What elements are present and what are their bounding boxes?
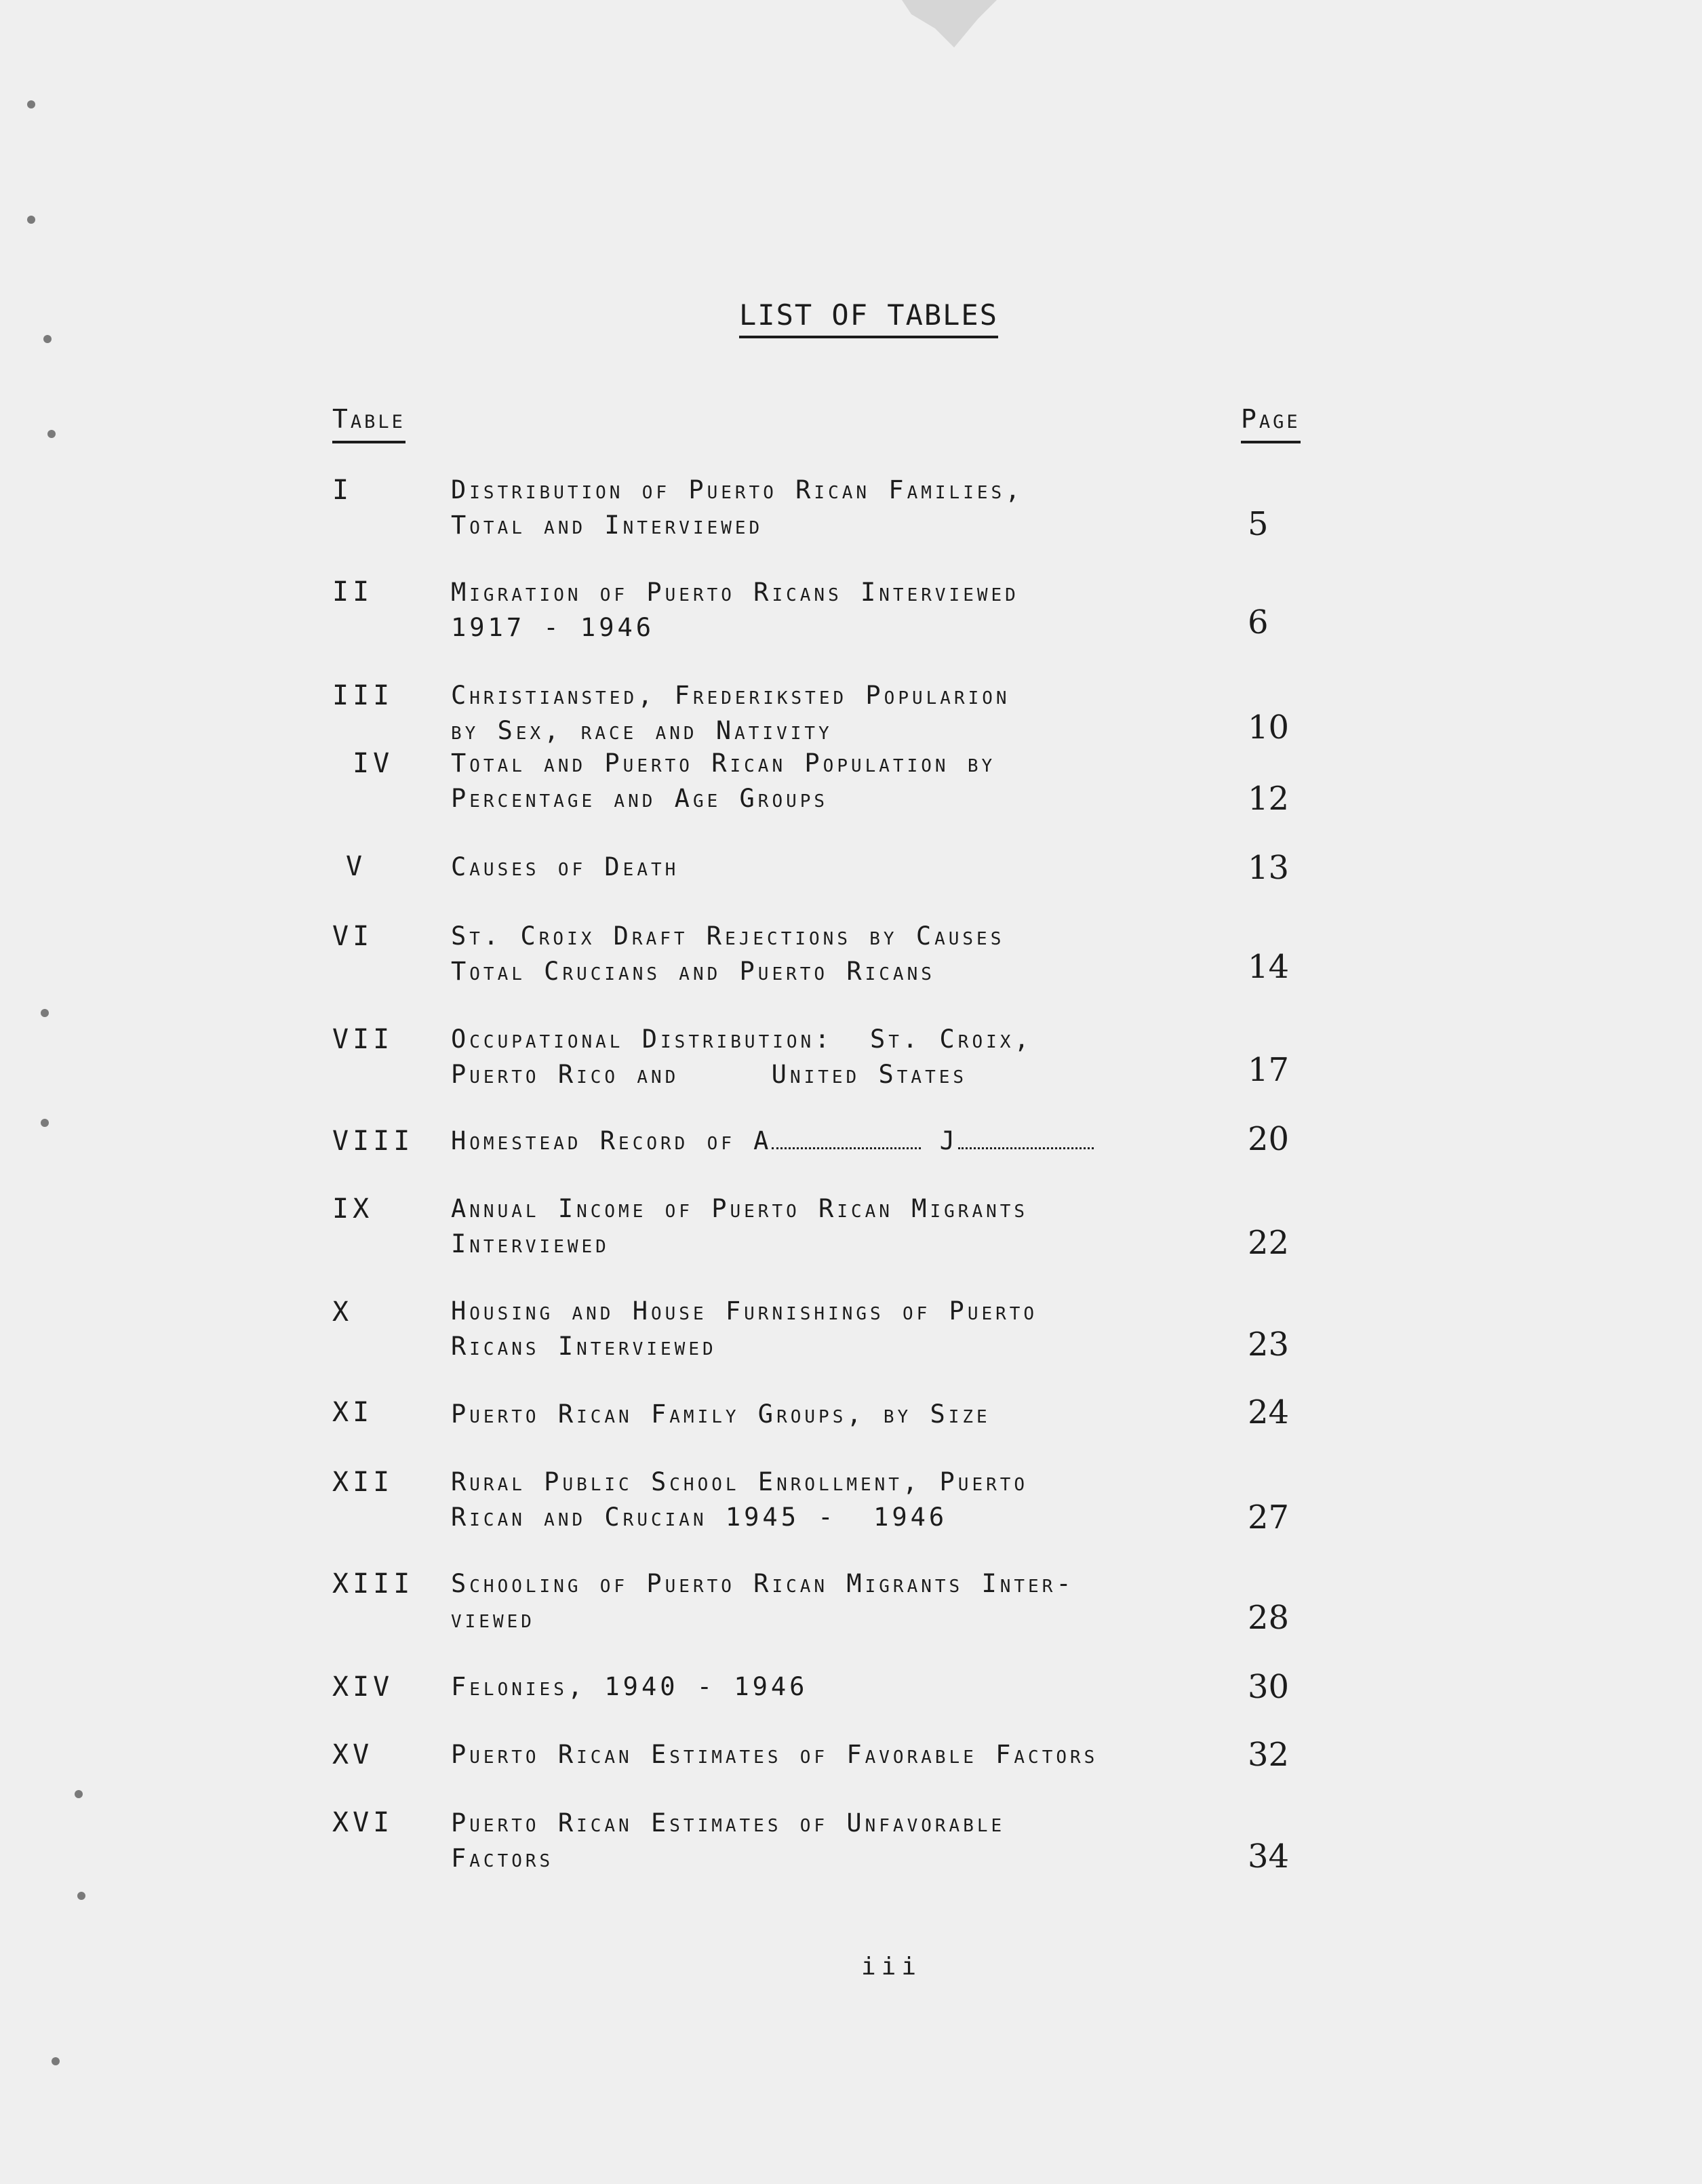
table-title: St. Croix Draft Rejections by Causes Total Crucians and Puerto Ricans [451,921,1005,986]
table-number: XIII [332,1568,414,1600]
page-number: 22 [1248,1224,1290,1262]
page-number: 17 [1248,1051,1290,1089]
table-title: Annual Income of Puerto Rican Migrants Interviewed [451,1194,1029,1258]
punch-hole [52,2057,60,2065]
table-number: X [332,1296,353,1328]
table-title: Migration of Puerto Ricans Interviewed 1917 - 1946 [451,578,1019,642]
table-title: Christiansted, Frederiksted Popularion by Sex, race and Nativity [451,681,1010,745]
page-number: 13 [1248,849,1290,887]
table-number: IV [353,748,394,779]
table-number: V [346,851,367,882]
page-title: LIST OF TABLES [739,298,998,338]
table-number: IX [332,1193,374,1225]
punch-hole [27,216,35,224]
page-number: 34 [1248,1838,1290,1875]
table-number: VII [332,1024,394,1055]
page-number: 28 [1248,1599,1290,1637]
page-number: 20 [1248,1120,1290,1158]
table-title: Distribution of Puerto Rican Families, Total and Interviewed [451,475,1024,540]
blank-line [958,1140,1094,1149]
blank-line [772,1140,921,1149]
torn-corner [902,0,997,47]
page-number: 32 [1248,1736,1290,1774]
page-number: 27 [1248,1498,1290,1536]
page-number: 5 [1248,505,1269,543]
table-title: Felonies, 1940 - 1946 [451,1672,808,1701]
punch-hole [43,335,52,343]
table-title: Schooling of Puerto Rican Migrants Inter- viewed [451,1569,1075,1633]
page-number: 24 [1248,1393,1290,1431]
table-number: I [332,475,353,506]
punch-hole [41,1009,49,1017]
punch-hole [27,100,35,108]
table-title: Puerto Rican Family Groups, by Size [451,1399,991,1429]
page-footer-number: iii [861,1953,922,1981]
page-number: 30 [1248,1668,1290,1706]
table-number: XIV [332,1671,394,1703]
table-number: XVI [332,1807,394,1838]
table-title: Occupational Distribution: St. Croix, Puerto Rico and United States [451,1025,1033,1089]
page-number: 14 [1248,948,1290,986]
table-title: Total and Puerto Rican Population by Percentage and Age Groups [451,749,996,813]
table-number: XI [332,1397,374,1428]
page-number: 6 [1248,603,1269,641]
table-title: Puerto Rican Estimates of Unfavorable Factors [451,1808,1006,1873]
table-number: III [332,680,394,711]
table-number: XV [332,1739,374,1770]
page-number: 12 [1248,780,1290,818]
table-title: Housing and House Furnishings of Puerto Ricans Interviewed [451,1296,1038,1361]
page-number: 10 [1248,709,1290,747]
punch-hole [77,1892,85,1900]
table-title: Puerto Rican Estimates of Favorable Factors [451,1740,1099,1769]
page-number: 23 [1248,1326,1290,1364]
table-number: VIII [332,1126,414,1157]
table-number: XII [332,1467,394,1498]
punch-hole [75,1790,83,1798]
punch-hole [41,1119,49,1127]
table-number: VI [332,921,374,952]
table-title: Rural Public School Enrollment, Puerto Rican and Crucian 1945 - 1946 [451,1467,1029,1532]
page-column-header: Page [1241,404,1301,443]
table-column-header: Table [332,404,405,443]
table-title: Causes of Death [451,852,679,881]
table-number: II [332,576,374,608]
punch-hole [47,430,56,438]
table-title: Homestead Record of A J [451,1124,1265,1159]
